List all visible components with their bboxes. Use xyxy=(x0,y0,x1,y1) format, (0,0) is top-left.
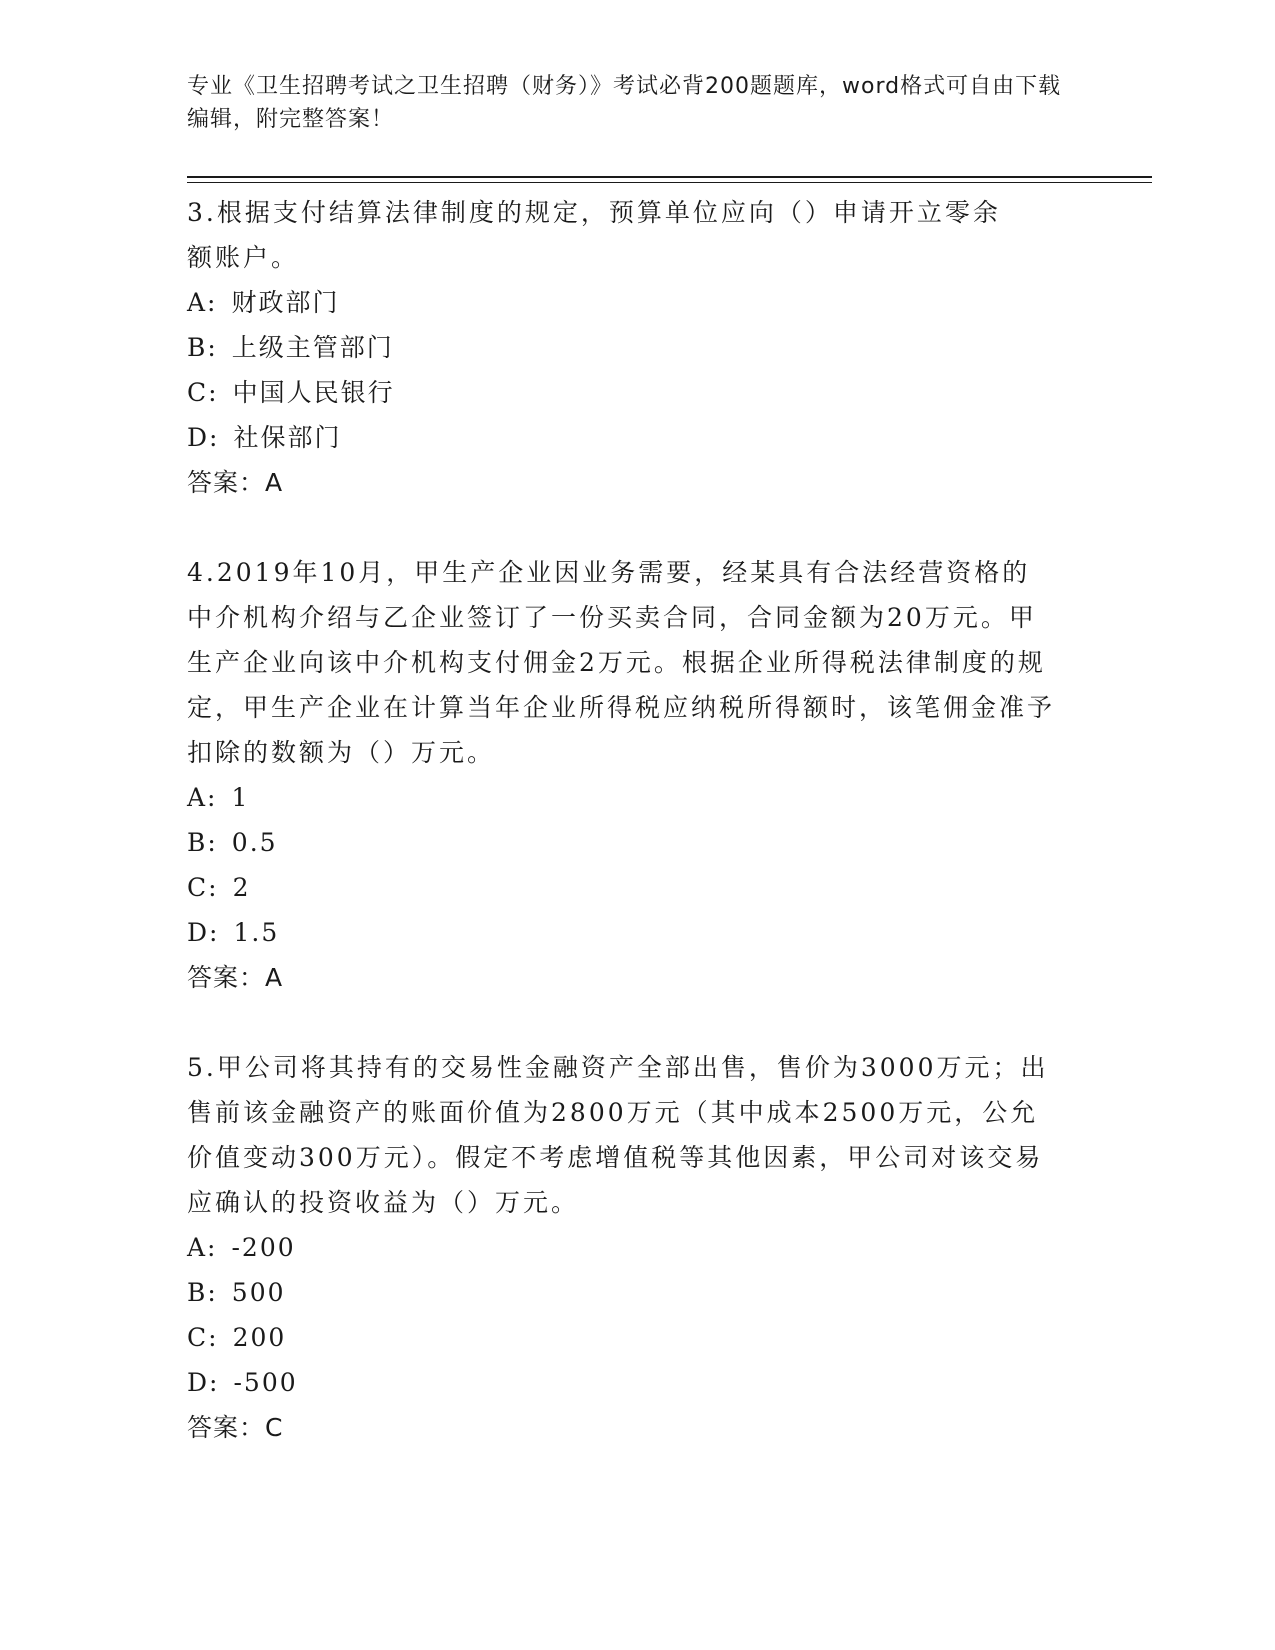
question-item xyxy=(187,190,1087,505)
document-header xyxy=(187,70,1067,136)
question-stem: 3.根据支付结算法律制度的规定，预算单位应向（）申请开立零余额账户。 xyxy=(187,198,1001,272)
question-spacer xyxy=(187,1000,1087,1045)
option-text: 中国人民银行 xyxy=(232,378,395,407)
question-list xyxy=(187,190,1087,1450)
header-divider-thick xyxy=(187,176,1152,178)
option-letter: B: xyxy=(187,333,218,362)
option-text: 财政部门 xyxy=(231,288,340,317)
option-b xyxy=(187,820,1087,865)
answer-line: 答案：C xyxy=(187,1413,284,1442)
option-letter: B: xyxy=(187,1278,218,1307)
option-letter: B: xyxy=(187,828,218,857)
option-text: 1 xyxy=(231,783,250,812)
header-title: 专业《卫生招聘考试之卫生招聘（财务）》考试必背200题题库，word格式可自由下载编辑，附完整答案！ xyxy=(187,74,1062,132)
option-c xyxy=(187,370,1087,415)
option-d xyxy=(187,1360,1087,1405)
option-letter: A: xyxy=(187,1233,218,1262)
option-a xyxy=(187,280,1087,325)
option-letter: C: xyxy=(187,378,219,407)
option-letter: C: xyxy=(187,873,219,902)
header-divider-thin xyxy=(187,182,1152,183)
option-b xyxy=(187,325,1087,370)
option-text: 2 xyxy=(232,873,251,902)
option-text: 1.5 xyxy=(233,918,280,947)
option-text: 200 xyxy=(232,1323,287,1352)
option-c xyxy=(187,865,1087,910)
option-c xyxy=(187,1315,1087,1360)
option-a xyxy=(187,775,1087,820)
option-text: 社保部门 xyxy=(233,423,342,452)
question-item xyxy=(187,550,1087,1000)
option-text: -500 xyxy=(233,1368,298,1397)
option-letter: C: xyxy=(187,1323,219,1352)
option-b xyxy=(187,1270,1087,1315)
option-letter: D: xyxy=(187,1368,220,1397)
option-letter: D: xyxy=(187,918,220,947)
option-text: 500 xyxy=(231,1278,286,1307)
option-d xyxy=(187,910,1087,955)
option-text: 0.5 xyxy=(231,828,278,857)
option-a xyxy=(187,1225,1087,1270)
answer-line: 答案：A xyxy=(187,963,284,992)
answer-line: 答案：A xyxy=(187,468,284,497)
option-letter: D: xyxy=(187,423,220,452)
option-text: -200 xyxy=(231,1233,296,1262)
question-stem: 4.2019年10月，甲生产企业因业务需要，经某具有合法经营资格的中介机构介绍与乙企业签订了一份买卖合同，合同金额为20万元。甲生产企业向该中介机构支付佣金2万元。根据企业所得税法律制度的规定，甲生产企业在计算当年企业所得税应纳税所得额时，该笔佣金准予扣除的数额为（）万元。 xyxy=(187,558,1056,767)
option-text: 上级主管部门 xyxy=(231,333,394,362)
option-letter: A: xyxy=(187,288,218,317)
option-d xyxy=(187,415,1087,460)
question-spacer xyxy=(187,505,1087,550)
question-stem: 5.甲公司将其持有的交易性金融资产全部出售，售价为3000万元；出售前该金融资产的账面价值为2800万元（其中成本2500万元，公允价值变动300万元）。假定不考虑增值税等其他因素，甲公司对该交易应确认的投资收益为（）万元。 xyxy=(187,1053,1049,1217)
option-letter: A: xyxy=(187,783,218,812)
question-item xyxy=(187,1045,1087,1450)
